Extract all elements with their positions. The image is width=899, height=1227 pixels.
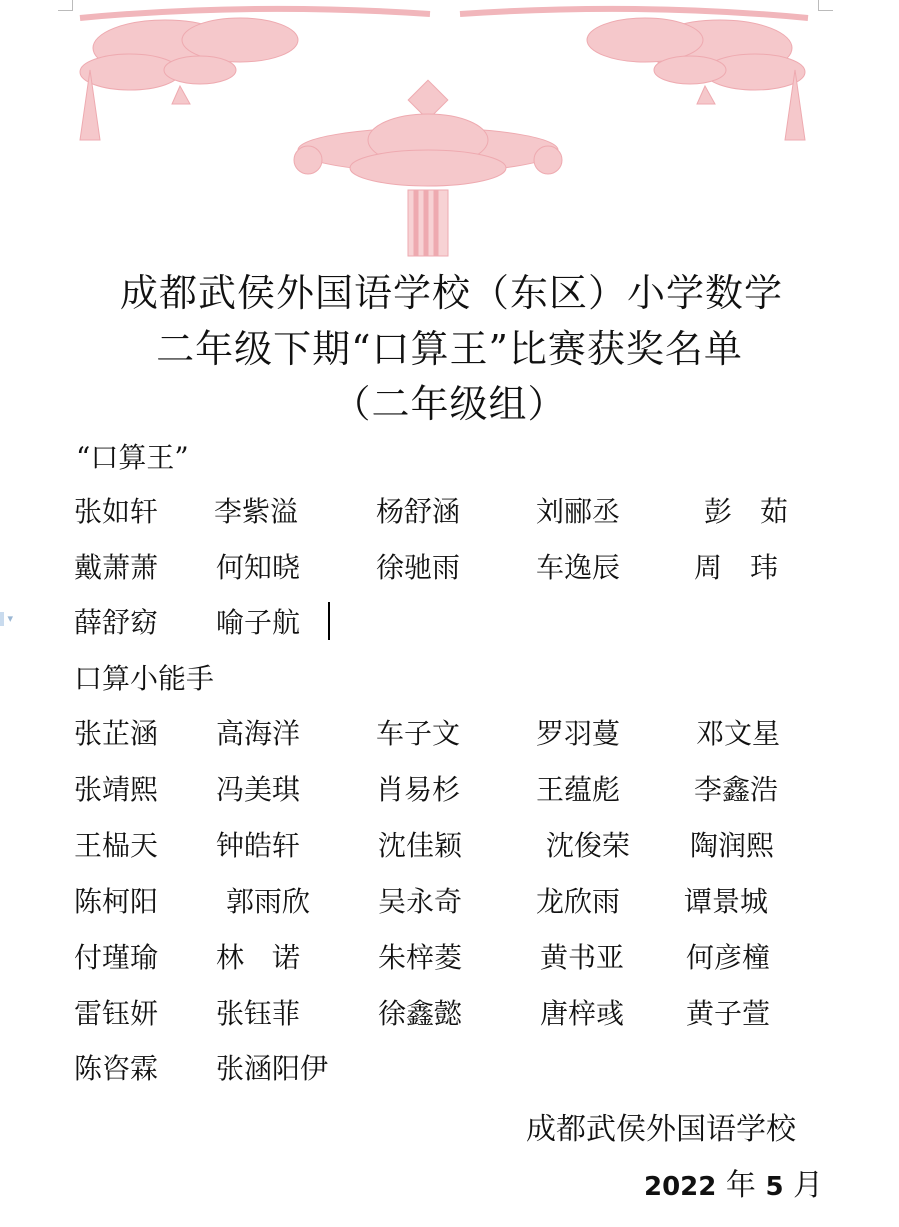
student-name: 王榀天 [74, 829, 159, 862]
student-name: 郭雨欣 [226, 885, 311, 918]
date-year-unit: 年 [725, 1168, 756, 1203]
date-month-unit: 月 [793, 1168, 824, 1203]
student-name: 谭景城 [684, 885, 769, 918]
student-name: 陈咨霖 [74, 1052, 159, 1085]
text-cursor [328, 602, 330, 640]
student-name: 徐驰雨 [376, 551, 461, 584]
student-name: 林 诺 [216, 941, 301, 974]
student-name: 陶润熙 [690, 829, 775, 862]
student-name: 吴永奇 [378, 885, 463, 918]
student-name: 张芷涵 [74, 717, 159, 750]
crop-mark-top-right [818, 0, 833, 11]
student-name: 肖易杉 [376, 773, 461, 806]
student-name: 张靖熙 [74, 773, 159, 806]
student-name: 彭 茹 [704, 495, 789, 528]
section-heading-top-award: “口算王” [76, 441, 189, 474]
student-name: 刘郦丞 [536, 495, 621, 528]
student-name: 周 玮 [694, 551, 779, 584]
student-name: 车逸辰 [536, 551, 621, 584]
student-name: 付瑾瑜 [74, 941, 159, 974]
student-name: 车子文 [376, 717, 461, 750]
crop-mark-top-left [58, 0, 73, 11]
student-name: 何彦橦 [686, 941, 771, 974]
student-name: 张涵阳伊 [216, 1052, 329, 1085]
student-name: 唐梓彧 [540, 997, 625, 1030]
student-name: 陈柯阳 [74, 885, 159, 918]
student-name: 冯美琪 [216, 773, 301, 806]
student-name: 喻子航 [216, 606, 301, 639]
student-name: 徐鑫懿 [378, 997, 463, 1030]
student-name: 何知晓 [216, 551, 301, 584]
student-name: 雷钰妍 [74, 997, 159, 1030]
chinese-knot-lantern-decoration [0, 0, 899, 260]
student-name: 高海洋 [216, 717, 301, 750]
student-name: 王蕴彪 [536, 773, 621, 806]
signature-school-name: 成都武侯外国语学校 [526, 1112, 796, 1147]
student-name: 李鑫浩 [694, 773, 779, 806]
student-name: 罗羽蔓 [536, 717, 621, 750]
student-name: 朱梓菱 [378, 941, 463, 974]
student-name: 黄书亚 [540, 941, 625, 974]
signature-date [644, 1160, 823, 1204]
student-name: 戴萧萧 [74, 551, 159, 584]
student-name: 黄子萱 [686, 997, 771, 1030]
student-name: 沈佳颖 [378, 829, 463, 862]
student-name: 薛舒窈 [74, 606, 159, 639]
student-name: 钟皓轩 [216, 829, 301, 862]
student-name: 李紫溢 [214, 495, 299, 528]
margin-indicator-icon: ▾ [0, 612, 13, 626]
page-title-line-3: （二年级组） [332, 382, 567, 426]
date-month: 5 [765, 1172, 784, 1202]
student-name: 杨舒涵 [376, 495, 461, 528]
student-name: 张钰菲 [216, 997, 301, 1030]
student-name: 邓文星 [696, 717, 781, 750]
student-name: 龙欣雨 [536, 885, 621, 918]
date-year: 2022 [644, 1172, 717, 1202]
page-title-line-1: 成都武侯外国语学校（东区）小学数学 [119, 271, 783, 315]
student-name: 沈俊荣 [546, 829, 631, 862]
section-heading-good-calculator: 口算小能手 [74, 662, 215, 695]
student-name: 张如轩 [74, 495, 159, 528]
page-title-line-2: 二年级下期“口算王”比赛获奖名单 [156, 327, 743, 371]
